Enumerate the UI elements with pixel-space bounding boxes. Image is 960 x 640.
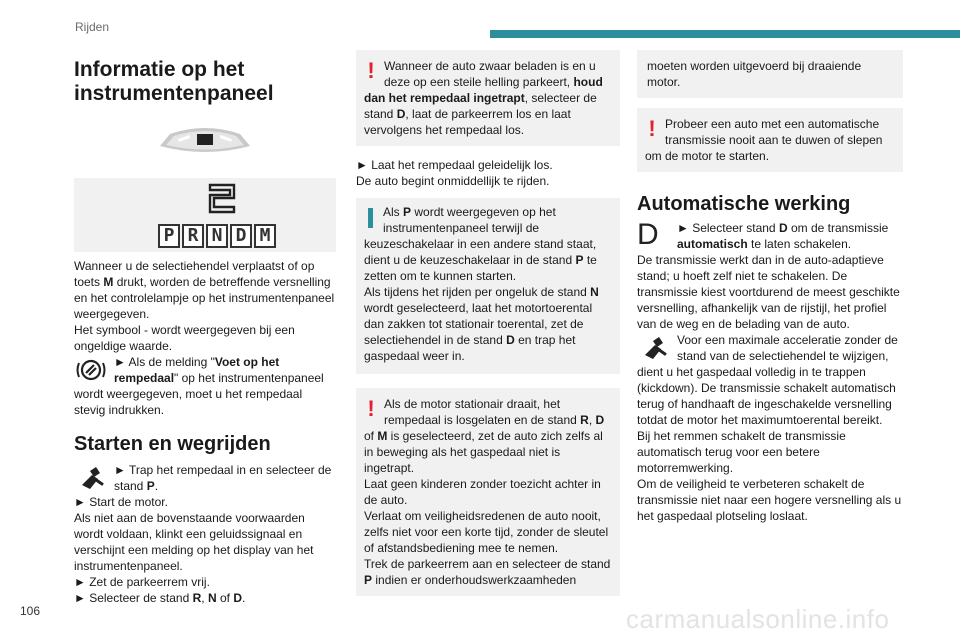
step-parkeerrem: ► Zet de parkeerrem vrij. [74,575,210,589]
header-accent-bar [490,30,960,38]
watermark: carmanualsonline.info [626,604,890,634]
paragraph-auto-rijden: De auto begint onmiddellijk te rijden. [356,174,550,188]
paragraph-voorwaarden: Als niet aan de bovenstaande voorwaarden wordt voldaan, klinkt een geluidssignaal en verschijnt een melding op het display van het instrumentenpaneel. [74,511,314,573]
paragraph-symbool: Het symbool - wordt weergegeven bij een ongeldige waarde. [74,323,295,353]
gear-display [74,178,336,252]
column-3 [637,50,903,524]
paragraph-kickdown: Voor een maximale acceleratie zonder de stand van de selectiehendel te wijzigen, dient u het gaspedaal volledig in te trappen (kickdown). De transmissie schakelt automatisch terug of handhaaft de ingeschakelde versnelling totdat de motor het maximumtoerental bereikt. [637,333,898,427]
brake-pedal-warning-icon [74,355,108,385]
warning-note-duwen: ! Probeer een auto met een automatische transmissie nooit aan te duwen of slepen om de motor te starten. [637,108,903,172]
info-note-stand-p: Als P wordt weergegeven op het instrumentenpaneel terwijl de keuzeschakelaar in een andere stand staat, dient u de keuzeschakelaar in de stand P te zetten om te kunnen starten. Als tijdens het rijden per ongeluk de stand N wordt geselecteerd, laat het motortoerental dan zakken tot stationair toerental, zet de selectiehendel in de stand D en trap het gaspedaal weer in. [356,198,620,374]
paragraph-voet-op-rempedaal: ► Als de melding "Voet op het rempedaal" op het instrumentenpaneel wordt weergegeven, moet u het rempedaal stevig indrukken. [74,355,324,417]
warning-exclamation-icon: ! [367,396,375,421]
warning-note-stationair: ! Als de motor stationair draait, het rempedaal is losgelaten en de stand R, D of M is geselecteerd, zet de auto zich zelfs al in beweging als het gaspedaal niet is ingetrapt. Laat geen kinderen zonder toezicht achter in de auto. Verlaat om veiligheidsredenen de auto nooit, zelfs niet voor een korte tijd, zonder de sleutel of afstandsbediening mee te nemen. Trek de parkeerrem aan en selecteer de stand P indien er onderhoudswerkzaamheden [356,388,620,596]
warning-exclamation-icon: ! [367,58,375,83]
paragraph-selectiehendel: Wanneer u de selectiehendel verplaatst of op toets M drukt, worden de betreffende versnelling en het controlelampje op het instrumentenpaneel weergegeven. [74,259,335,321]
warning-note-helling: ! Wanneer de auto zwaar beladen is en u deze op een steile helling parkeert, houd dan het rempedaal ingetrapt, selecteer de stand D, laat de parkeerrem los en laat vervolgens het rempedaal los. [356,50,620,146]
gear-letter-m: M [254,224,276,248]
dashboard-icon [74,120,336,160]
step-start-motor: ► Start de motor. [74,495,168,509]
paragraph-veiligheid: Om de veiligheid te verbeteren schakelt de transmissie niet naar een hogere versnelling als u het gaspedaal plotseling loslaat. [637,477,902,523]
title-instrumentenpaneel: Informatie op het instrumentenpaneel [74,58,274,105]
gear-letter-p: P [158,224,180,248]
gear-letter-d: D [230,224,252,248]
page-number: 106 [20,604,41,618]
section-header: Rijden [75,20,110,34]
paragraph-start-step1: ► Trap het rempedaal in en selecteer de stand P. [74,462,336,494]
prndm-letters [158,224,276,248]
paragraph-stand-d: D ► Selecteer stand D om de transmissie automatisch te laten schakelen. [637,218,889,251]
step-rempedaal-los: ► Laat het rempedaal geleidelijk los. [356,158,553,172]
step-selecteer-stand: ► Selecteer de stand R, N of D. [74,591,246,605]
foot-pedal-icon [637,333,671,363]
foot-pedal-icon [74,463,108,493]
column-2 [356,50,620,596]
paragraph-auto-adaptief: De transmissie werkt dan in de auto-adaptieve stand; u hoeft zelf niet te schakelen. De transmissie kiest voortdurend de meest geschikte versnelling, afhankelijk van de rijstijl, het profiel van de weg en de belading van de auto. [637,253,900,331]
note-continuation: moeten worden uitgevoerd bij draaiende motor. [637,50,903,98]
title-automatische-werking: Automatische werking [637,193,851,215]
info-icon [368,208,373,228]
warning-exclamation-icon: ! [648,116,656,141]
paragraph-remmen: Bij het remmen schakelt de transmissie automatisch terug voor een betere motorremwerking. [637,429,846,475]
column-1 [74,50,336,606]
gear-number-icon [206,182,238,214]
gear-letter-n: N [206,224,228,248]
gear-letter-r: R [182,224,204,248]
title-starten-wegrijden: Starten en wegrijden [74,433,271,455]
d-letter-icon: D [637,218,659,251]
